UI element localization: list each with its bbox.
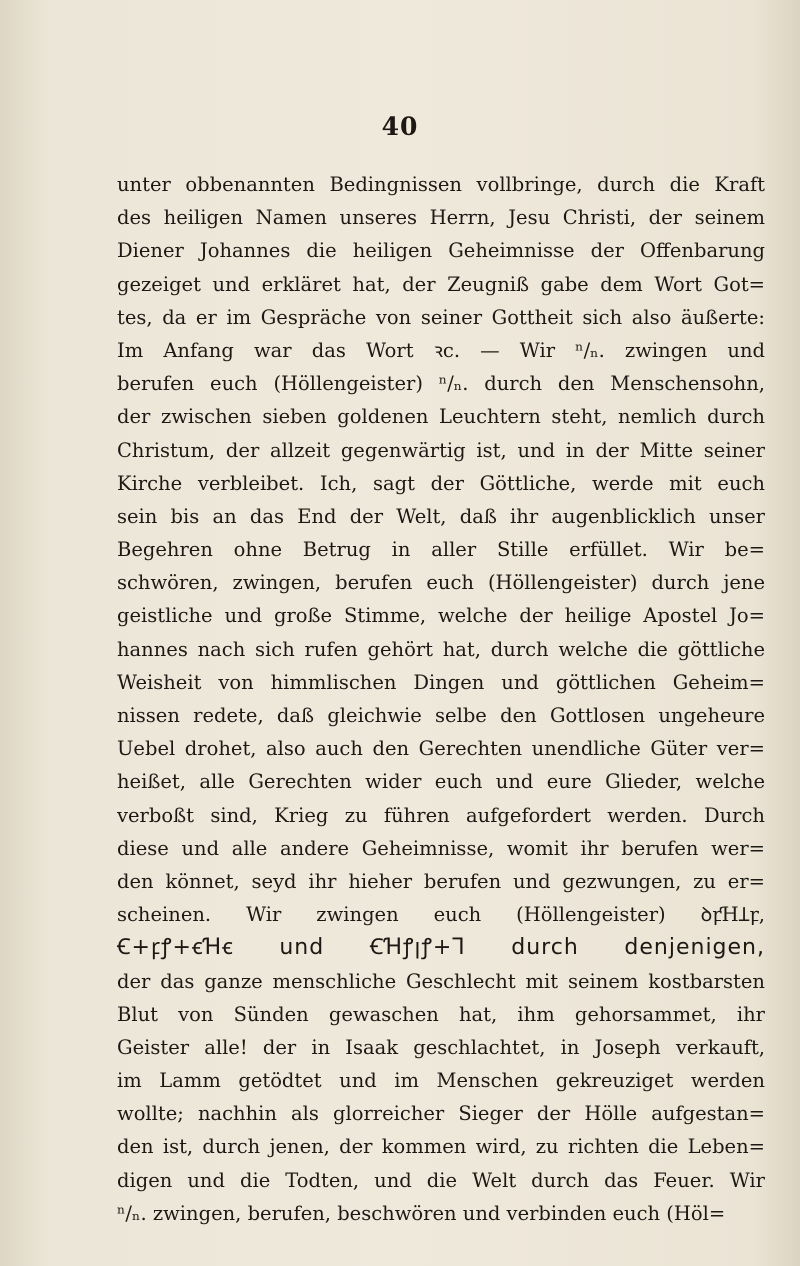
- text-line: Uebel drohet, also auch den Gerechten unendliche Güter ver=: [117, 737, 765, 761]
- sigil-line: Ꞓ+ꝼꝭ+ꞓꞪꞓ und ꞒꞪꝭꞁꝭ+Ꞁ durch denjenigen,: [117, 935, 765, 961]
- page-number: 40: [381, 112, 419, 141]
- text-line: der zwischen sieben goldenen Leuchtern steht, nemlich durch: [117, 405, 765, 429]
- text-line: verboßt sind, Krieg zu führen aufgefordert werden. Durch: [117, 803, 765, 827]
- text-line: nissen redete, daß gleichwie selbe den Gottlosen ungeheure: [117, 704, 765, 727]
- text-line: gezeiget und erkläret hat, der Zeugniß gabe dem Wort Got=: [117, 272, 765, 296]
- text-line: scheinen. Wir zwingen euch (Höllengeister) ꝺꝼꞪꞱꝼ,: [117, 903, 765, 927]
- text-line: den könnet, seyd ihr hieher berufen und gezwungen, zu er=: [117, 869, 765, 893]
- text-line: Kirche verbleibet. Ich, sagt der Göttliche, werde mit euch: [117, 471, 765, 495]
- text-line: sein bis an das End der Welt, daß ihr augenblicklich unser: [117, 504, 765, 528]
- text-line: schwören, zwingen, berufen euch (Höllengeister) durch jene: [117, 571, 765, 595]
- text-line: hannes nach sich rufen gehört hat, durch welche die göttliche: [117, 637, 765, 661]
- text-line: Weisheit von himmlischen Dingen und göttlichen Geheim=: [117, 670, 765, 694]
- text-line: berufen euch (Höllengeister) ⁿ/ₙ. durch den Menschensohn,: [117, 372, 765, 396]
- text-line: wollte; nachhin als glorreicher Sieger der Hölle aufgestan=: [117, 1102, 765, 1126]
- text-line: unter obbenannten Bedingnissen vollbringe, durch die Kraft: [117, 173, 765, 196]
- text-line: diese und alle andere Geheimnisse, womit ihr berufen wer=: [117, 836, 765, 860]
- text-line: Im Anfang war das Wort ꝛc. — Wir ⁿ/ₙ. zwingen und: [117, 338, 765, 362]
- text-line: Begehren ohne Betrug in aller Stille erfüllet. Wir be=: [117, 538, 765, 562]
- text-line: Geister alle! der in Isaak geschlachtet, in Joseph verkauft,: [117, 1035, 765, 1059]
- text-line: Diener Johannes die heiligen Geheimnisse der Offenbarung: [117, 239, 765, 263]
- text-line: digen und die Todten, und die Welt durch das Feuer. Wir: [117, 1168, 765, 1192]
- text-line: geistliche und große Stimme, welche der heilige Apostel Jo=: [117, 604, 765, 628]
- body-text: [117, 168, 765, 1230]
- text-line: heißet, alle Gerechten wider euch und eure Glieder, welche: [117, 770, 765, 794]
- text-line: der das ganze menschliche Geschlecht mit seinem kostbarsten: [117, 969, 765, 993]
- text-line: im Lamm getödtet und im Menschen gekreuziget werden: [117, 1069, 765, 1093]
- text-line: den ist, durch jenen, der kommen wird, zu richten die Leben=: [117, 1135, 765, 1159]
- text-line: ⁿ/ₙ. zwingen, berufen, beschwören und verbinden euch (Höl=: [117, 1201, 726, 1225]
- text-line: des heiligen Namen unseres Herrn, Jesu Christi, der seinem: [117, 206, 765, 230]
- text-line: Blut von Sünden gewaschen hat, ihm gehorsammet, ihr: [117, 1002, 765, 1026]
- text-line: tes, da er im Gespräche von seiner Gottheit sich also äußerte:: [117, 305, 765, 329]
- text-line: Christum, der allzeit gegenwärtig ist, und in der Mitte seiner: [117, 438, 765, 462]
